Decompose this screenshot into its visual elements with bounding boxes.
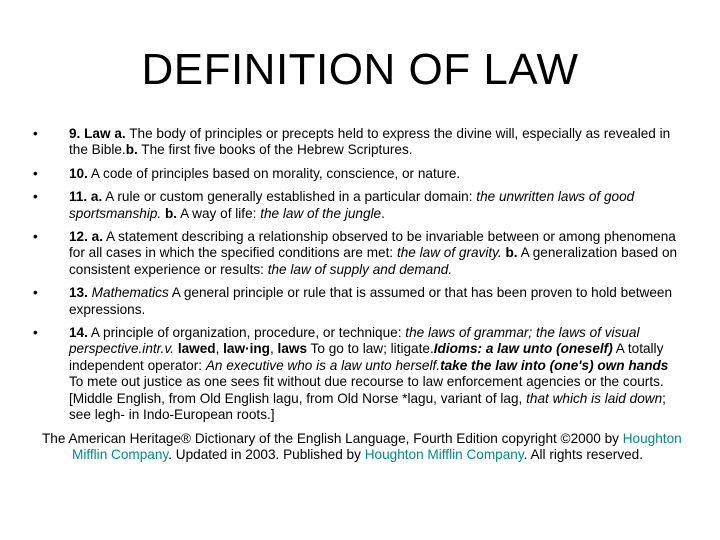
- example-text: Mathematics: [87, 285, 169, 301]
- example-text: An executive who is a law unto herself.: [205, 357, 441, 373]
- source-citation: [42, 431, 712, 464]
- sense-label: b.: [505, 245, 518, 261]
- definition-item: [30, 325, 680, 423]
- inflection: law·ing: [223, 341, 270, 357]
- citation-text: The American Heritage® Dictionary of the English Language, Fourth Edition copyright ©2000 by: [42, 431, 623, 446]
- definition-text: To go to law; litigate.: [307, 341, 434, 357]
- sense-label: b.: [125, 142, 138, 158]
- definition-number: 13.: [69, 285, 88, 301]
- citation-text: . Updated in 2003. Published by: [168, 447, 365, 463]
- definition-item: [30, 229, 680, 278]
- definition-text: A rule or custom generally established in a particular domain:: [102, 189, 477, 205]
- bullet-icon: •: [33, 229, 38, 245]
- definition-item: [30, 189, 680, 222]
- definition-number: 11. a.: [69, 189, 103, 205]
- publisher-link[interactable]: Houghton Mifflin Company: [364, 447, 524, 463]
- bullet-icon: •: [33, 285, 38, 301]
- definition-text: A generalization based on consistent experience or results:: [69, 245, 678, 277]
- slide-title: DEFINITION OF LAW: [141, 45, 579, 94]
- definition-number: 9. Law a.: [69, 126, 126, 141]
- definition-text: A statement describing a relationship observed to be invariable between or among phenomena for all cases in which the specified conditions are met:: [69, 229, 676, 261]
- separator: ,: [269, 341, 278, 357]
- definition-text: A way of life:: [177, 205, 261, 221]
- example-text: the laws of grammar; the laws of visual perspective.: [69, 325, 640, 357]
- definition-list: [30, 126, 680, 431]
- idiom-heading: take the law into (one's) own hands: [440, 357, 669, 373]
- part-of-speech: intr.v.: [142, 341, 175, 357]
- separator: ,: [215, 341, 224, 357]
- definition-text: .: [381, 205, 385, 221]
- definition-text: ; see legh- in Indo-European roots.]: [69, 390, 666, 423]
- definition-item: [30, 285, 680, 318]
- definition-number: 12. a.: [69, 229, 104, 245]
- example-text: that which is laid down: [526, 390, 663, 406]
- example-text: the law of supply and demand.: [267, 261, 453, 277]
- definition-text: To mete out justice as one sees fit without due recourse to law enforcement agencies or the courts.[Middle English, from Old English lagu, from Old Norse *lagu, variant of lag,: [69, 374, 664, 406]
- definition-text: A code of principles based on morality, conscience, or nature.: [87, 165, 461, 181]
- inflection: lawed: [177, 341, 216, 357]
- example-text: the law of gravity.: [396, 245, 502, 261]
- definition-text: A principle of organization, procedure, or technique:: [87, 325, 406, 341]
- bullet-icon: •: [33, 325, 38, 341]
- definition-text: The body of principles or precepts held to express the divine will, especially as revealed in the Bible.: [69, 126, 671, 158]
- bullet-icon: •: [33, 189, 38, 205]
- definition-number: 10.: [69, 165, 88, 181]
- citation-text: . All rights reserved.: [523, 447, 644, 463]
- definition-item: [30, 126, 680, 159]
- sense-label: b.: [164, 205, 178, 221]
- inflection: laws: [277, 341, 308, 357]
- idiom-heading: Idioms: a law unto (oneself): [433, 341, 613, 357]
- definition-text: The first five books of the Hebrew Scriptures.: [137, 142, 413, 158]
- bullet-icon: •: [33, 165, 38, 181]
- definition-number: 14.: [69, 325, 88, 341]
- definition-text: A general principle or rule that is assumed or that has been proven to hold between expressions.: [69, 285, 673, 317]
- definition-text: A totally independent operator:: [69, 341, 664, 373]
- definition-item: [30, 166, 680, 182]
- example-text: the law of the jungle: [260, 205, 382, 221]
- bullet-icon: •: [33, 126, 38, 141]
- example-text: the unwritten laws of good sportsmanship.: [69, 189, 635, 221]
- publisher-link[interactable]: Houghton Mifflin Company: [72, 431, 682, 463]
